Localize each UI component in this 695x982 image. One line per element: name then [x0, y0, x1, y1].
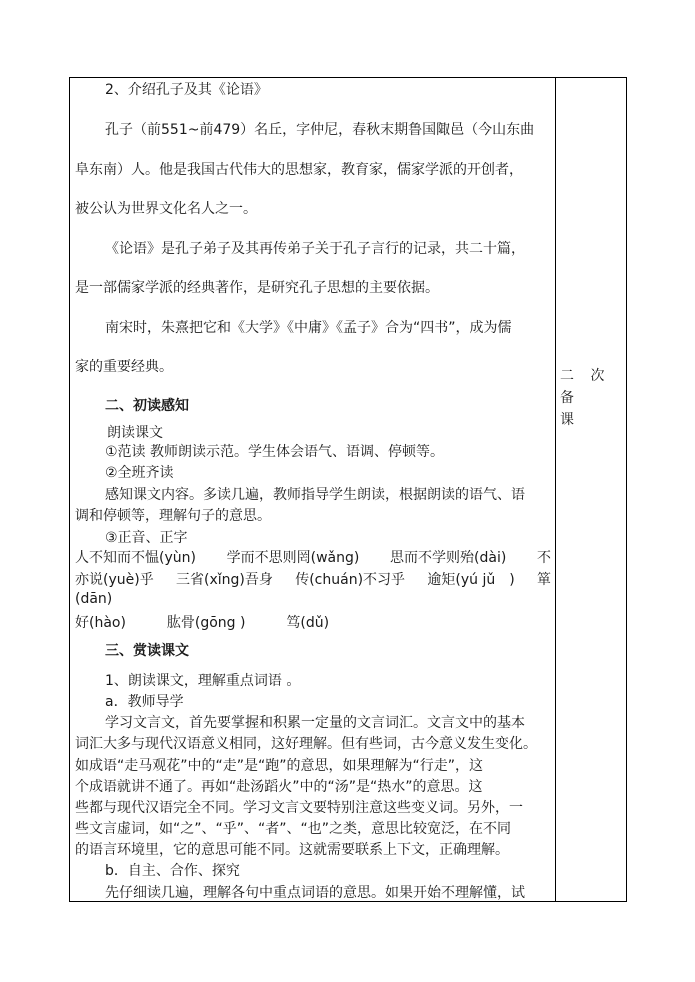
pron-item: 箪 [537, 572, 551, 588]
pron-item: 肱骨(gōng ) [166, 615, 246, 631]
pron-item: 不 [536, 550, 551, 566]
paragraph-line: 学习文言文，首先要掌握和积累一定量的文言词汇。文言文中的基本 [105, 715, 525, 731]
pron-item: 好(hào) [75, 615, 126, 631]
list-item: ③正音、正字 [105, 530, 188, 546]
pronunciation-row [75, 547, 551, 567]
paragraph-line: 阜东南）人。他是我国古代伟大的思想家，教育家，儒家学派的开创者， [75, 162, 523, 178]
paragraph-line: 感知课文内容。多读几遍，教师指导学生朗读，根据朗读的语气、语 [105, 487, 525, 503]
paragraph-line: 孔子（前551~前479）名丘，字仲尼，春秋末期鲁国陬邑（今山东曲 [105, 122, 535, 138]
list-item: a．教师导学 [105, 694, 184, 710]
paragraph-line: 家的重要经典。 [75, 359, 173, 375]
paragraph-line: 南宋时，朱熹把它和《大学》《中庸》《孟子》合为“四书”，成为儒 [105, 320, 512, 336]
pron-item: 学而不思则罔(wǎng) [226, 550, 360, 566]
paragraph-line: 些文言虚词，如“之”、“乎”、“者”、“也”之类，意思比较宽泛，在不同 [75, 821, 512, 837]
sidebar-label: 二 次 备 [560, 368, 611, 406]
paragraph-line: 的语言环境里，它的意思可能不同。这就需要联系上下文，正确理解。 [75, 842, 509, 858]
pronunciation-row [75, 612, 329, 632]
sidebar-label: 课 [560, 412, 580, 428]
pronunciation-row [75, 569, 551, 589]
list-item: 1、朗读课文，理解重点词语 。 [105, 673, 301, 689]
paragraph-line: 些都与现代汉语完全不同。学习文言文要特别注意这些变义词。另外，一 [75, 800, 523, 816]
paragraph-line: 如成语“走马观花”中的“走”是“跑”的意思，如果理解为“行走”，这 [75, 758, 484, 774]
paragraph-line: 词汇大多与现代汉语意义相同，这好理解。但有些词，古今意义发生变化。 [75, 736, 537, 752]
column-divider [555, 77, 556, 902]
paragraph-line: 是一部儒家学派的经典著作，是研究孔子思想的主要依据。 [75, 280, 439, 296]
list-item: ①范读 教师朗读示范。学生体会语气、语调、停顿等。 [105, 444, 444, 460]
pron-item: 亦说(yuè)乎 [75, 572, 154, 588]
pronunciation-row: (dān) [75, 591, 113, 607]
secondary-prep-column [560, 365, 622, 431]
paragraph-line: 先仔细读几遍，理解各句中重点词语的意思。如果开始不理解懂，试 [105, 885, 525, 901]
section-heading: 三、赏读课文 [105, 643, 189, 659]
pron-item: 人不知而不愠(yùn) [75, 550, 196, 566]
pron-item: 三省(xǐng)吾身 [176, 572, 273, 588]
paragraph-line: 个成语就讲不通了。再如“赴汤蹈火”中的“汤”是“热水”的意思。这 [75, 779, 483, 795]
pron-item: 思而不学则殆(dài) [390, 550, 507, 566]
list-item: b．自主、合作、探究 [105, 863, 240, 879]
paragraph-line: 被公认为世界文化名人之一。 [75, 201, 257, 217]
section-heading: 2、介绍孔子及其《论语》 [105, 82, 268, 98]
list-item: 朗读课文 [107, 425, 163, 441]
paragraph-line: 调和停顿等，理解句子的意思。 [75, 508, 271, 524]
paragraph-line: 《论语》是孔子弟子及其再传弟子关于孔子言行的记录，共二十篇， [105, 241, 525, 257]
pron-item: 笃(dǔ) [286, 615, 330, 631]
section-heading: 二、初读感知 [105, 398, 189, 414]
pron-item: 传(chuán)不习乎 [295, 572, 406, 588]
list-item: ②全班齐读 [105, 465, 174, 481]
pron-item: 逾矩(yú jǔ ) [427, 572, 515, 588]
